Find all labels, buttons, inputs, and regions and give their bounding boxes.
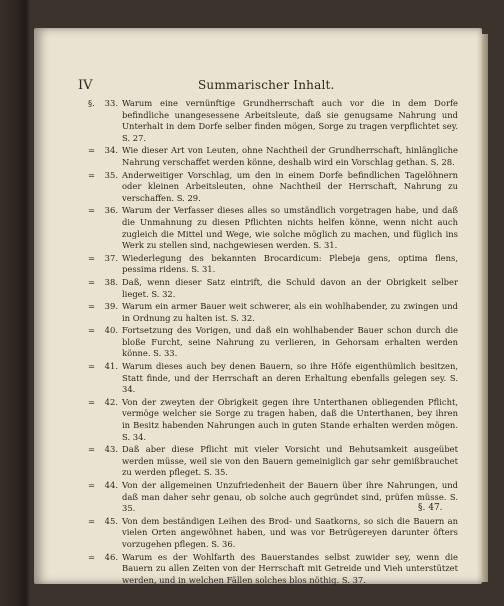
entry-text: Von der allgemeinen Unzufriedenheit der Bauern über ihre Nahrungen, und daß man daher sehr genau, ob solche auch gegründet sind, prüfen müsse. S. 35. xyxy=(122,480,458,514)
page-number: IV xyxy=(78,78,93,93)
contents-entry xyxy=(88,277,458,300)
entry-text: Wie dieser Art von Leuten, ohne Nachtheil der Grundherrschaft, hinlängliche Nahrung verschaffet werden könne, deshalb wird ein Vorschlag gethan. S. 28. xyxy=(122,145,458,167)
entry-number: 36. xyxy=(104,205,118,216)
entry-text: Von der zweyten der Obrigkeit gegen ihre Unterthanen obliegenden Pflicht, vermöge welcher sie Sorge zu tragen haben, daß die Unterthanen, bey ihren in Besitz habenden Nahrungen auch in guten Stande erhalten werden mögen. S. 34. xyxy=(122,396,458,442)
entry-number: 40. xyxy=(104,325,118,336)
entry-text: Daß aber diese Pflicht mit vieler Vorsicht und Behutsamkeit ausgeübet werden müsse, weil sie von den Bauern gemeiniglich gar sehr gemißbrauchet zu werden pfleget. S. 35. xyxy=(122,444,458,478)
entry-text: Von dem beständigen Leihen des Brod- und Saatkorns, so sich die Bauern an vielen Orten angewöhnet haben, und was vor Betrügereyen darunter öfters vorzugehen pflegen. S. 36. xyxy=(122,515,458,549)
contents-list xyxy=(88,98,458,587)
page-header xyxy=(78,78,448,98)
entry-number: 45. xyxy=(104,515,118,526)
contents-entry xyxy=(88,361,458,396)
entry-mark: = xyxy=(88,361,96,372)
entry-number: 44. xyxy=(104,480,118,490)
entry-mark: = xyxy=(88,252,96,263)
entry-mark: = xyxy=(88,444,96,455)
entry-number: 46. xyxy=(104,551,118,562)
entry-text: Warum es der Wohlfarth des Bauerstandes selbst zuwider sey, wenn die Bauern zu allen Zeiten von der Herrschaft mit Getreide und Vieh unterstützet werden, und in welchen Fällen solches blos nöthig. S. 37. xyxy=(122,551,458,585)
contents-entry xyxy=(88,552,458,587)
entry-mark: = xyxy=(88,145,96,156)
entry-text: Warum der Verfasser dieses alles so umständlich vorgetragen habe, und daß die Unmahnung zu diesen Pflichten nichts helfen könne, wenn nicht auch zugleich die Mittel und Wege, wie solche möglich zu machen, und füglich ins Werk zu stellen sind, nachgewiesen werden. S. 31. xyxy=(122,205,458,251)
entry-mark: = xyxy=(88,480,96,490)
entry-number: 34. xyxy=(104,145,118,156)
entry-mark: = xyxy=(88,301,96,312)
entry-number: 39. xyxy=(104,301,118,312)
entry-mark: = xyxy=(88,169,96,180)
entry-mark: = xyxy=(88,205,96,216)
entry-mark: = xyxy=(88,515,96,526)
catchword: §. 47. xyxy=(418,503,443,513)
contents-entry xyxy=(88,98,458,144)
contents-entry xyxy=(88,301,458,324)
entry-mark: = xyxy=(88,551,96,562)
entry-mark: = xyxy=(88,325,96,336)
entry-mark: = xyxy=(88,276,96,287)
entry-mark: = xyxy=(88,396,96,407)
contents-entry xyxy=(88,205,458,251)
contents-entry xyxy=(88,480,458,515)
entry-text: Warum dieses auch bey denen Bauern, so ihre Höfe eigenthümlich besitzen, Statt finde, und der Herrschaft an deren Erhaltung ebenfalls gelegen sey. S. 34. xyxy=(122,361,458,395)
contents-entry xyxy=(88,145,458,168)
contents-entry xyxy=(88,444,458,479)
entry-text: Warum ein armer Bauer weit schwerer, als ein wohlhabender, zu zwingen und in Ordnung zu halten ist. S. 32. xyxy=(122,301,458,323)
contents-entry xyxy=(88,253,458,276)
entry-number: 42. xyxy=(104,396,118,407)
contents-entry xyxy=(88,325,458,360)
page-title: Summarischer Inhalt. xyxy=(198,78,335,92)
entry-number: 43. xyxy=(104,444,118,455)
entry-text: Daß, wenn dieser Satz eintrift, die Schuld davon an der Obrigkeit selber lieget. S. 32. xyxy=(122,276,458,299)
entry-text: Wiederlegung des bekannten Brocardicum: Plebeja gens, optima flens, pessima ridens. S. 31. xyxy=(122,252,458,275)
entry-number: 33. xyxy=(104,98,118,108)
contents-entry xyxy=(88,397,458,443)
contents-entry xyxy=(88,170,458,205)
entry-text: Fortsetzung des Vorigen, und daß ein wohlhabender Bauer schon durch die bloße Furcht, seine Nahrung zu verlieren, in Gehorsam erhalten werden könne. S. 33. xyxy=(122,325,458,359)
entry-mark: §. xyxy=(88,98,95,108)
entry-number: 38. xyxy=(104,276,118,287)
entry-number: 37. xyxy=(104,252,118,263)
contents-entry xyxy=(88,516,458,551)
entry-number: 41. xyxy=(104,361,118,372)
entry-number: 35. xyxy=(104,169,118,180)
entry-text: Warum eine vernünftige Grundherrschaft auch vor die in dem Dorfe befindliche unangesessene Arbeitsleute, daß sie genugsame Nahrung und Unterhalt in dem Dorfe selber finden mögen, Sorge zu tragen verpflichtet sey. S. 27. xyxy=(122,98,458,143)
entry-text: Anderweitiger Vorschlag, um den in einem Dorfe befindlichen Tagelöhnern oder kleinen Arbeitsleuten, ohne Nachtheil der Herrschaft, Nahrung zu verschaffen. S. 29. xyxy=(122,169,458,203)
